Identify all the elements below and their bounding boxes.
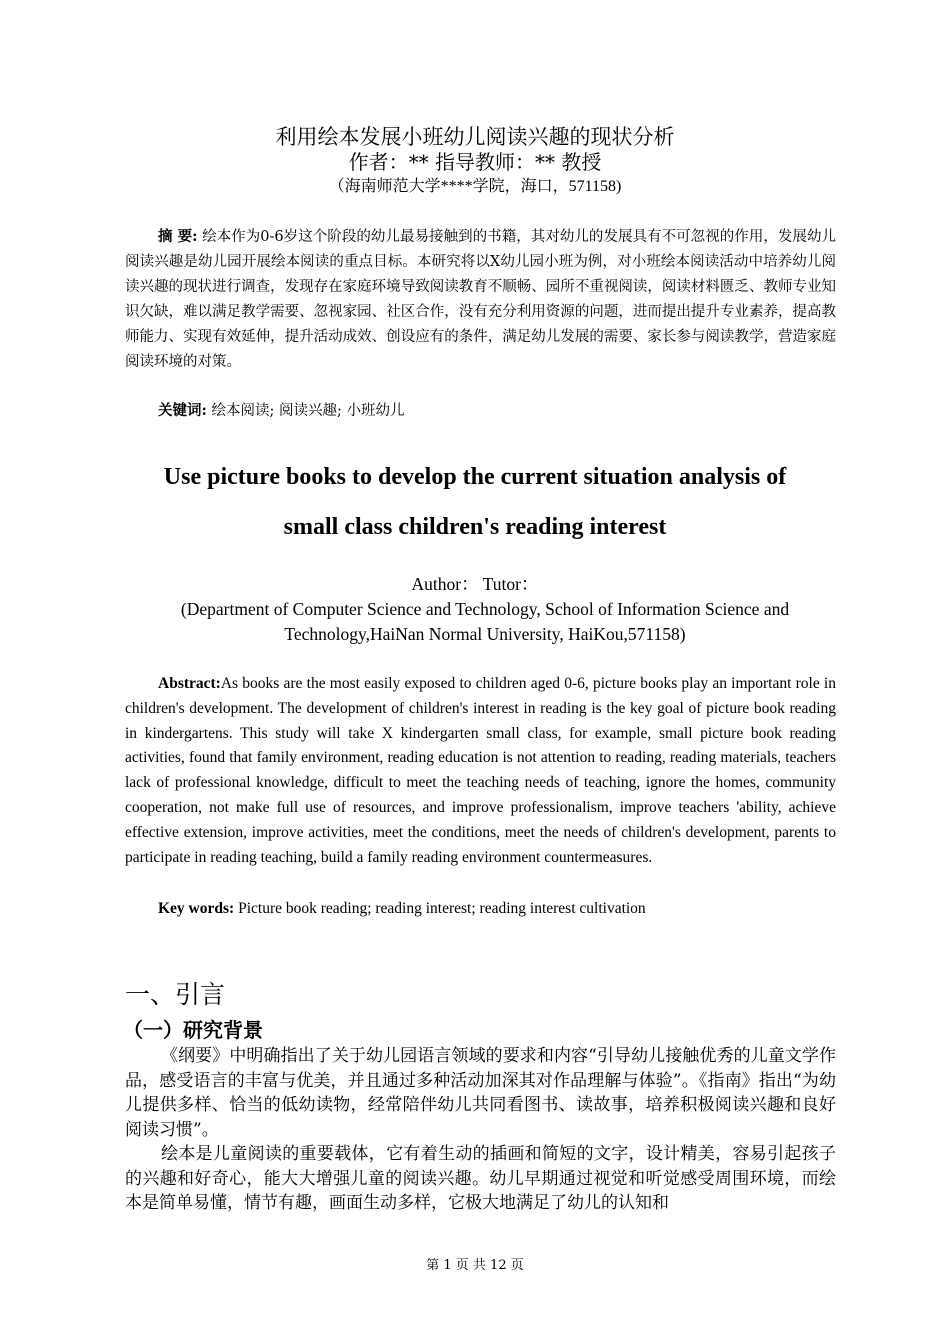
chinese-keywords-label: 关键词: [158, 402, 207, 419]
chinese-keywords-text: 绘本阅读; 阅读兴趣; 小班幼儿 [206, 403, 405, 419]
english-abstract-label: Abstract: [158, 675, 221, 692]
chinese-abstract-label: 摘 要: [158, 228, 198, 245]
chinese-title: 利用绘本发展小班幼儿阅读兴趣的现状分析 [275, 125, 675, 149]
english-title [0, 452, 950, 552]
english-abstract-text: As books are the most easily exposed to children aged 0-6, picture books play an important role in children's development. The development of children's interest in reading is the key goal of picture book reading in kindergartens. This study will take X kindergarten small class, for example, small picture book reading activities, found that family environment, reading education is not attention to reading, reading materials, teachers lack of professional knowledge, difficult to meet the teaching needs of teaching, ignore the homes, community cooperation, not make full use of resources, and improve professionalism, improve teachers 'ability, achieve effective extension, improve activities, meet the conditions, meet the needs of children's development, parents to participate in reading teaching, build a family reading environment countermeasures. [125, 675, 836, 866]
english-keywords-label: Key words: [158, 900, 235, 917]
page-footer: 第 1 页 共 12 页 [426, 1258, 524, 1273]
english-keywords [158, 896, 646, 921]
english-affiliation: (Department of Computer Science and Technology, School of Information Science and Technology,HaiNan Normal University, HaiKou,571158) [180, 599, 790, 644]
subsection-heading-background: （一）研究背景 [123, 1018, 263, 1042]
body-paragraph-1: 《纲要》中明确指出了关于幼儿园语言领域的要求和内容“引导幼儿接触优秀的儿童文学作品，感受语言的丰富与优美，并且通过多种活动加深其对作品理解与体验”。《指南》指出“为幼儿提供多样、恰当的低幼读物，经常陪伴幼儿共同看图书、读故事，培养积极阅读兴趣和良好阅读习惯”。 [125, 1046, 836, 1140]
english-author-line: Author： Tutor： [411, 574, 539, 594]
english-keywords-text: Picture book reading; reading interest; reading interest cultivation [234, 900, 646, 917]
english-abstract [125, 672, 836, 870]
chinese-abstract [125, 224, 836, 375]
section-heading-introduction: 一、引言 [125, 980, 226, 1009]
chinese-affiliation: （海南师范大学****学院，海口，571158) [328, 178, 622, 195]
english-title-line-2: small class children's reading interest [283, 514, 667, 540]
english-title-line-1: Use picture books to develop the current situation analysis of [163, 464, 787, 490]
chinese-abstract-text: 绘本作为0-6岁这个阶段的幼儿最易接触到的书籍，其对幼儿的发展具有不可忽视的作用，发展幼儿阅读兴趣是幼儿园开展绘本阅读的重点目标。本研究将以X幼儿园小班为例，对小班绘本阅读活动中培养幼儿阅读兴趣的现状进行调查，发现存在家庭环境导致阅读教育不顺畅、园所不重视阅读，阅读材料匮乏、教师专业知识欠缺，难以满足教学需要、忽视家园、社区合作，没有充分利用资源的问题，进而提出提升专业素养，提高教师能力、实现有效延伸，提升活动成效、创设应有的条件，满足幼儿发展的需要、家长参与阅读教学，营造家庭阅读环境的对策。 [125, 229, 836, 370]
chinese-author-line: 作者：** 指导教师：** 教授 [348, 150, 602, 174]
body-paragraph-2: 绘本是儿童阅读的重要载体，它有着生动的插画和简短的文字，设计精美，容易引起孩子的兴趣和好奇心，能大大增强儿童的阅读兴趣。幼儿早期通过视觉和听觉感受周围环境，而绘本是简单易懂，情节有趣，画面生动多样，它极大地满足了幼儿的认知和 [125, 1144, 836, 1213]
chinese-keywords [158, 398, 404, 424]
